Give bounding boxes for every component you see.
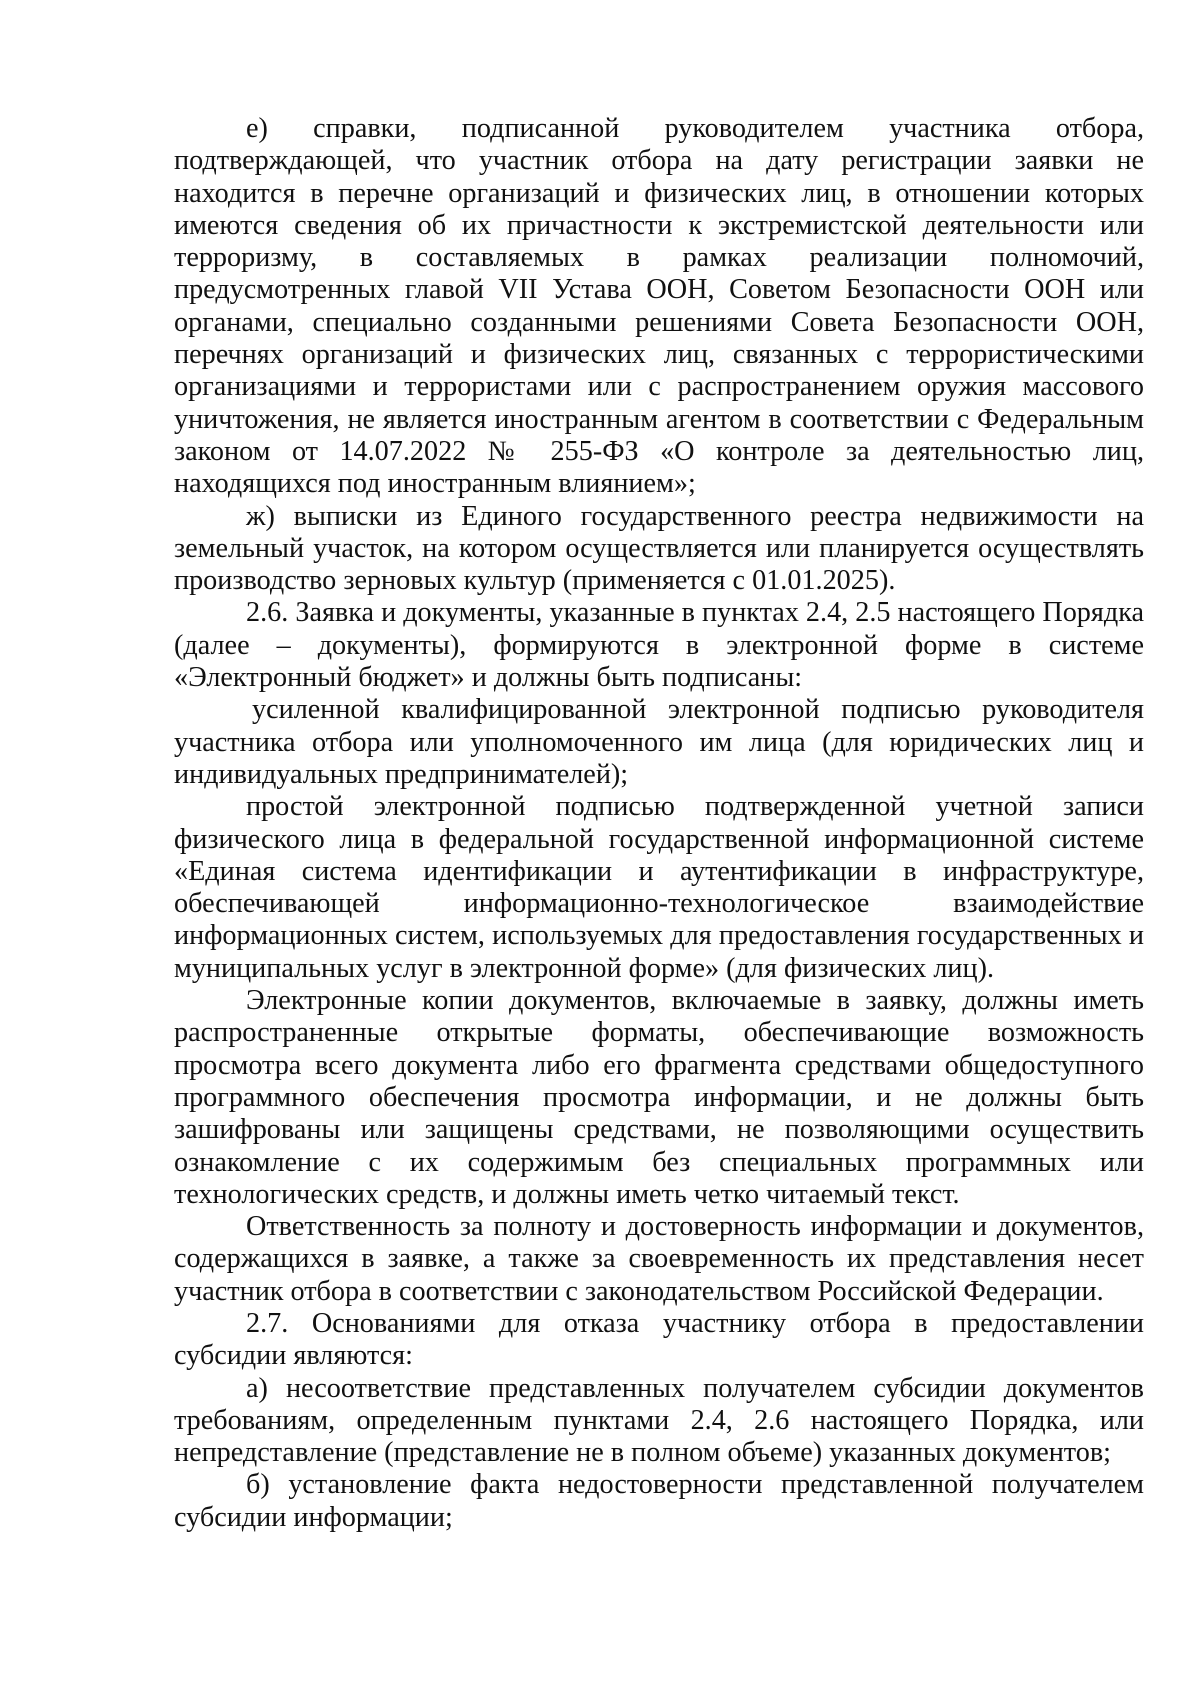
paragraph-b-unreliability: б) установление факта недостоверности представленной получателем субсидии информации; (174, 1469, 1144, 1533)
document-body (174, 113, 1144, 1534)
paragraph-simple-signature: простой электронной подписью подтвержденной учетной записи физического лица в федеральной государственной информационной системе «Единая система идентификации и аутентификации в инфраструктуре, обеспечивающей информационно-технологическое взаимодействие информационных систем, используемых для предоставления государственных и муниципальных услуг в электронной форме» (для физических лиц). (174, 791, 1144, 984)
paragraph-e-certificate: е) справки, подписанной руководителем участника отбора, подтверждающей, что участник отбора на дату регистрации заявки не находится в перечне организаций и физических лиц, в отношении которых имеются сведения об их причастности к экстремистской деятельности или терроризму, в составляемых в рамках реализации полномочий, предусмотренных главой VII Устава ООН, Советом Безопасности ООН или органами, специально созданными решениями Совета Безопасности ООН, перечнях организаций и физических лиц, связанных с террористическими организациями и террористами или с распространением оружия массового уничтожения, не является иностранным агентом в соответствии с Федеральным законом от 14.07.2022 № 255-ФЗ «О контроле за деятельностью лиц, находящихся под иностранным влиянием»; (174, 113, 1144, 500)
paragraph-qualified-signature: усиленной квалифицированной электронной подписью руководителя участника отбора или уполномоченного им лица (для юридических лиц и индивидуальных предпринимателей); (174, 694, 1144, 790)
paragraph-2-7: 2.7. Основаниями для отказа участнику отбора в предоставлении субсидии являются: (174, 1307, 1144, 1372)
paragraph-a-nonconformity: а) несоответствие представленных получателем субсидии документов требованиям, определенным пунктами 2.4, 2.6 настоящего Порядка, или непредставление (представление не в полном объеме) указанных документов; (174, 1372, 1144, 1469)
paragraph-electronic-copies: Электронные копии документов, включаемые в заявку, должны иметь распространенные открытые форматы, обеспечивающие возможность просмотра всего документа либо его фрагмента средствами общедоступного программного обеспечения просмотра информации, и не должны быть зашифрованы или защищены средствами, не позволяющими осуществить ознакомление с их содержимым без специальных программных или технологических средств, и должны иметь четко читаемый текст. (174, 985, 1144, 1210)
paragraph-zh-extract: ж) выписки из Единого государственного реестра недвижимости на земельный участок, на котором осуществляется или планируется осуществлять производство зерновых культур (применяется с 01.01.2025). (174, 500, 1144, 597)
paragraph-responsibility: Ответственность за полноту и достоверность информации и документов, содержащихся в заявке, а также за своевременность их представления несет участник отбора в соответствии с законодательством Российской Федерации. (174, 1211, 1144, 1307)
paragraph-2-6: 2.6. Заявка и документы, указанные в пунктах 2.4, 2.5 настоящего Порядка (далее – документы), формируются в электронной форме в системе «Электронный бюджет» и должны быть подписаны: (174, 597, 1144, 694)
